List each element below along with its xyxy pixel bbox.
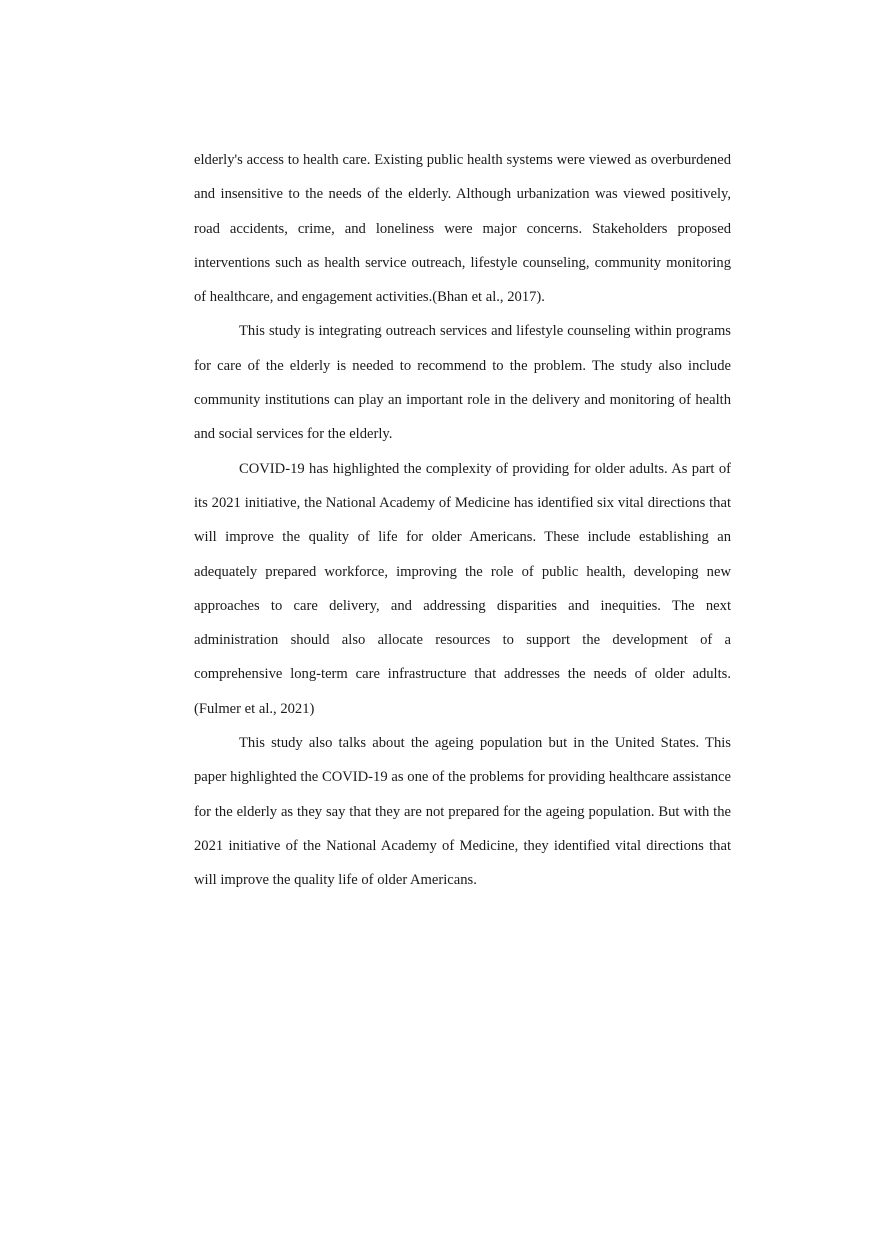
paragraph-4: This study also talks about the ageing population but in the United States. This paper highlighted the COVID-19 as one of the problems for providing healthcare assistance for the elderly as they say that they are not prepared for the ageing population. But with the 2021 initiative of the National Academy of Medicine, they identified vital directions that will improve the quality life of older Americans. bbox=[194, 735, 731, 889]
paragraph-2: This study is integrating outreach services and lifestyle counseling within programs for care of the elderly is needed to recommend to the problem. The study also include community institutions can play an important role in the delivery and monitoring of health and social services for the elderly. bbox=[194, 323, 731, 443]
body-text bbox=[194, 143, 731, 898]
paragraph-3: COVID-19 has highlighted the complexity of providing for older adults. As part of its 2021 initiative, the National Academy of Medicine has identified six vital directions that will improve the quality of life for older Americans. These include establishing an adequately prepared workforce, improving the role of public health, developing new approaches to care delivery, and addressing disparities and inequities. The next administration should also allocate resources to support the development of a comprehensive long-term care infrastructure that addresses the needs of older adults. (Fulmer et al., 2021) bbox=[194, 460, 731, 717]
paragraph-1: elderly's access to health care. Existing public health systems were viewed as overburdened and insensitive to the needs of the elderly. Although urbanization was viewed positively, road accidents, crime, and loneliness were major concerns. Stakeholders proposed interventions such as health service outreach, lifestyle counseling, community monitoring of healthcare, and engagement activities.(Bhan et al., 2017). bbox=[194, 152, 731, 306]
